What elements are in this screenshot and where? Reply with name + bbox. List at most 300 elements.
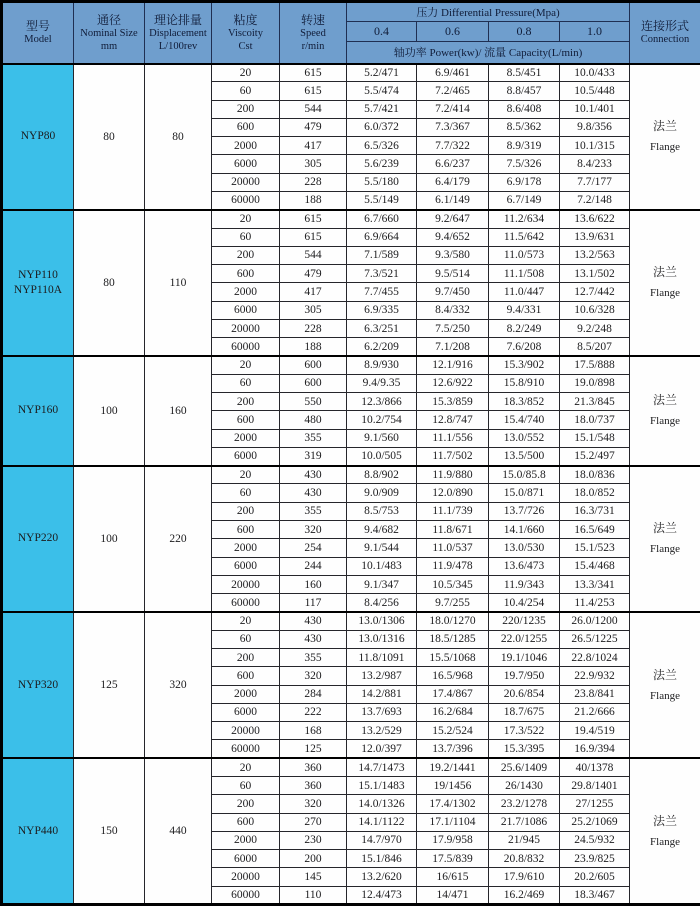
power-capacity-cell: 18.0/737 xyxy=(560,411,630,429)
speed-cell: 355 xyxy=(280,649,347,667)
speed-cell: 228 xyxy=(280,173,347,191)
header-connection xyxy=(630,2,700,64)
power-capacity-cell: 9.5/514 xyxy=(417,265,489,283)
power-capacity-cell: 10.5/448 xyxy=(560,82,630,100)
table-row xyxy=(2,466,700,484)
table-row xyxy=(2,210,700,228)
power-capacity-cell: 13.2/529 xyxy=(347,722,417,740)
speed-cell: 305 xyxy=(280,155,347,173)
speed-cell: 600 xyxy=(280,374,347,392)
viscosity-cell: 60000 xyxy=(212,338,280,356)
speed-cell: 145 xyxy=(280,868,347,886)
power-capacity-cell: 13.2/987 xyxy=(347,667,417,685)
power-capacity-cell: 12.4/473 xyxy=(347,886,417,904)
power-capacity-cell: 15.5/1068 xyxy=(417,649,489,667)
power-capacity-cell: 11.4/253 xyxy=(560,594,630,612)
connection-cell xyxy=(630,356,700,466)
speed-cell: 228 xyxy=(280,319,347,337)
power-capacity-cell: 13.2/620 xyxy=(347,868,417,886)
power-capacity-cell: 8.8/457 xyxy=(489,82,560,100)
viscosity-cell: 60 xyxy=(212,484,280,502)
power-capacity-cell: 27/1255 xyxy=(560,795,630,813)
viscosity-cell: 20 xyxy=(212,466,280,484)
power-capacity-cell: 8.9/930 xyxy=(347,356,417,374)
power-capacity-cell: 16.2/684 xyxy=(417,703,489,721)
power-capacity-cell: 18.0/852 xyxy=(560,484,630,502)
model-cell xyxy=(2,64,74,210)
power-capacity-cell: 6.5/326 xyxy=(347,137,417,155)
power-capacity-cell: 15.4/468 xyxy=(560,557,630,575)
speed-cell: 615 xyxy=(280,82,347,100)
viscosity-cell: 200 xyxy=(212,649,280,667)
power-capacity-cell: 6.4/179 xyxy=(417,173,489,191)
power-capacity-cell: 11.9/343 xyxy=(489,575,560,593)
header-pressure-0.4: 0.4 xyxy=(347,22,417,42)
power-capacity-cell: 21/945 xyxy=(489,831,560,849)
table-header xyxy=(2,2,700,64)
power-capacity-cell: 5.2/471 xyxy=(347,64,417,82)
header-connection-zh: 连接形式 xyxy=(640,19,689,34)
viscosity-cell: 60000 xyxy=(212,191,280,209)
speed-cell: 320 xyxy=(280,795,347,813)
power-capacity-cell: 20.2/605 xyxy=(560,868,630,886)
speed-cell: 320 xyxy=(280,667,347,685)
nominal-size-cell: 100 xyxy=(74,466,145,612)
model-cell xyxy=(2,210,74,356)
model-label: NYP440 xyxy=(17,824,59,837)
power-capacity-cell: 9.3/580 xyxy=(417,246,489,264)
power-capacity-cell: 14.7/970 xyxy=(347,831,417,849)
power-capacity-cell: 9.8/356 xyxy=(560,118,630,136)
power-capacity-cell: 11.2/634 xyxy=(489,210,560,228)
power-capacity-cell: 13.9/631 xyxy=(560,228,630,246)
speed-cell: 355 xyxy=(280,502,347,520)
power-capacity-cell: 16.5/649 xyxy=(560,521,630,539)
viscosity-cell: 60000 xyxy=(212,886,280,904)
power-capacity-cell: 13.7/693 xyxy=(347,703,417,721)
header-nominal-size-en: Nominal Size xyxy=(80,27,138,39)
power-capacity-cell: 9.0/909 xyxy=(347,484,417,502)
power-capacity-cell: 14.1/1122 xyxy=(347,813,417,831)
header-nominal-size xyxy=(74,2,145,64)
power-capacity-cell: 10.4/254 xyxy=(489,594,560,612)
power-capacity-cell: 10.1/315 xyxy=(560,137,630,155)
power-capacity-cell: 7.6/208 xyxy=(489,338,560,356)
table-row xyxy=(2,356,700,374)
power-capacity-cell: 11.7/502 xyxy=(417,447,489,465)
connection-en: Flange xyxy=(650,543,680,556)
speed-cell: 360 xyxy=(280,776,347,794)
power-capacity-cell: 21.2/666 xyxy=(560,703,630,721)
viscosity-cell: 60 xyxy=(212,630,280,648)
power-capacity-cell: 16.5/968 xyxy=(417,667,489,685)
viscosity-cell: 6000 xyxy=(212,703,280,721)
power-capacity-cell: 15.3/395 xyxy=(489,740,560,758)
power-capacity-cell: 9.1/560 xyxy=(347,429,417,447)
speed-cell: 244 xyxy=(280,557,347,575)
power-capacity-cell: 17.4/867 xyxy=(417,685,489,703)
connection-cell xyxy=(630,64,700,210)
power-capacity-cell: 7.1/589 xyxy=(347,246,417,264)
viscosity-cell: 600 xyxy=(212,411,280,429)
viscosity-cell: 20000 xyxy=(212,575,280,593)
power-capacity-cell: 7.7/177 xyxy=(560,173,630,191)
power-capacity-cell: 14.7/1473 xyxy=(347,758,417,776)
power-capacity-cell: 14.0/1326 xyxy=(347,795,417,813)
speed-cell: 550 xyxy=(280,393,347,411)
power-capacity-cell: 14/471 xyxy=(417,886,489,904)
header-displacement-zh: 理论排量 xyxy=(153,12,202,27)
table-row xyxy=(2,64,700,82)
speed-cell: 600 xyxy=(280,356,347,374)
power-capacity-cell: 19.0/898 xyxy=(560,374,630,392)
power-capacity-cell: 16.2/469 xyxy=(489,886,560,904)
connection-cell xyxy=(630,758,700,904)
power-capacity-cell: 6.9/335 xyxy=(347,301,417,319)
power-capacity-cell: 13.0/552 xyxy=(489,429,560,447)
viscosity-cell: 200 xyxy=(212,795,280,813)
power-capacity-cell: 6.9/178 xyxy=(489,173,560,191)
viscosity-cell: 600 xyxy=(212,667,280,685)
power-capacity-cell: 5.6/239 xyxy=(347,155,417,173)
power-capacity-cell: 18.3/467 xyxy=(560,886,630,904)
power-capacity-cell: 9.4/682 xyxy=(347,521,417,539)
model-label: NYP320 xyxy=(17,678,59,691)
power-capacity-cell: 5.5/474 xyxy=(347,82,417,100)
displacement-cell: 110 xyxy=(145,210,212,356)
header-viscosity-unit: Cst xyxy=(238,40,253,52)
header-speed-unit: r/min xyxy=(301,40,325,52)
power-capacity-cell: 26.5/1225 xyxy=(560,630,630,648)
speed-cell: 430 xyxy=(280,630,347,648)
header-viscosity xyxy=(212,2,280,64)
speed-cell: 430 xyxy=(280,466,347,484)
power-capacity-cell: 22.0/1255 xyxy=(489,630,560,648)
power-capacity-cell: 19/1456 xyxy=(417,776,489,794)
header-nominal-size-unit: mm xyxy=(100,40,118,52)
viscosity-cell: 2000 xyxy=(212,685,280,703)
viscosity-cell: 2000 xyxy=(212,831,280,849)
speed-cell: 355 xyxy=(280,429,347,447)
speed-cell: 544 xyxy=(280,100,347,118)
power-capacity-cell: 17.4/1302 xyxy=(417,795,489,813)
nominal-size-cell: 150 xyxy=(74,758,145,904)
speed-cell: 320 xyxy=(280,521,347,539)
power-capacity-cell: 7.2/465 xyxy=(417,82,489,100)
power-capacity-cell: 13.7/726 xyxy=(489,502,560,520)
power-capacity-cell: 18.5/1285 xyxy=(417,630,489,648)
power-capacity-cell: 13.2/563 xyxy=(560,246,630,264)
speed-cell: 168 xyxy=(280,722,347,740)
power-capacity-cell: 11.0/573 xyxy=(489,246,560,264)
connection-zh: 法兰 xyxy=(652,119,677,134)
power-capacity-cell: 18.7/675 xyxy=(489,703,560,721)
power-capacity-cell: 5.5/149 xyxy=(347,191,417,209)
speed-cell: 615 xyxy=(280,210,347,228)
power-capacity-cell: 12.7/442 xyxy=(560,283,630,301)
viscosity-cell: 20 xyxy=(212,758,280,776)
power-capacity-cell: 19.4/519 xyxy=(560,722,630,740)
power-capacity-cell: 11.1/508 xyxy=(489,265,560,283)
viscosity-cell: 20000 xyxy=(212,173,280,191)
power-capacity-cell: 16.9/394 xyxy=(560,740,630,758)
header-row-1 xyxy=(2,2,700,22)
viscosity-cell: 600 xyxy=(212,813,280,831)
speed-cell: 305 xyxy=(280,301,347,319)
power-capacity-cell: 15.3/859 xyxy=(417,393,489,411)
power-capacity-cell: 16/615 xyxy=(417,868,489,886)
power-capacity-cell: 15.2/524 xyxy=(417,722,489,740)
power-capacity-cell: 13.5/500 xyxy=(489,447,560,465)
power-capacity-cell: 15.1/523 xyxy=(560,539,630,557)
power-capacity-cell: 11.9/478 xyxy=(417,557,489,575)
power-capacity-cell: 40/1378 xyxy=(560,758,630,776)
model-label: NYP110A xyxy=(13,283,63,296)
table-body xyxy=(2,64,700,905)
nominal-size-cell: 100 xyxy=(74,356,145,466)
power-capacity-cell: 15.1/1483 xyxy=(347,776,417,794)
power-capacity-cell: 14.2/881 xyxy=(347,685,417,703)
power-capacity-cell: 13.0/530 xyxy=(489,539,560,557)
power-capacity-cell: 11.9/880 xyxy=(417,466,489,484)
power-capacity-cell: 12.6/922 xyxy=(417,374,489,392)
speed-cell: 200 xyxy=(280,850,347,868)
power-capacity-cell: 6.7/660 xyxy=(347,210,417,228)
power-capacity-cell: 5.7/421 xyxy=(347,100,417,118)
power-capacity-cell: 8.5/362 xyxy=(489,118,560,136)
speed-cell: 270 xyxy=(280,813,347,831)
power-capacity-cell: 15.4/740 xyxy=(489,411,560,429)
power-capacity-cell: 11.8/1091 xyxy=(347,649,417,667)
power-capacity-cell: 9.2/248 xyxy=(560,319,630,337)
power-capacity-cell: 11.0/447 xyxy=(489,283,560,301)
speed-cell: 430 xyxy=(280,612,347,630)
speed-cell: 254 xyxy=(280,539,347,557)
speed-cell: 284 xyxy=(280,685,347,703)
nominal-size-cell: 80 xyxy=(74,210,145,356)
power-capacity-cell: 18.0/836 xyxy=(560,466,630,484)
power-capacity-cell: 9.4/652 xyxy=(417,228,489,246)
displacement-cell: 440 xyxy=(145,758,212,904)
power-capacity-cell: 11.1/556 xyxy=(417,429,489,447)
power-capacity-cell: 6.7/149 xyxy=(489,191,560,209)
displacement-cell: 320 xyxy=(145,612,212,758)
model-cell xyxy=(2,612,74,758)
connection-en: Flange xyxy=(650,415,680,428)
nominal-size-cell: 80 xyxy=(74,64,145,210)
connection-en: Flange xyxy=(650,287,680,300)
viscosity-cell: 200 xyxy=(212,100,280,118)
power-capacity-cell: 12.0/397 xyxy=(347,740,417,758)
viscosity-cell: 600 xyxy=(212,118,280,136)
model-label: NYP220 xyxy=(17,532,59,545)
speed-cell: 417 xyxy=(280,283,347,301)
power-capacity-cell: 13.6/622 xyxy=(560,210,630,228)
viscosity-cell: 600 xyxy=(212,521,280,539)
model-label: NYP160 xyxy=(17,404,59,417)
power-capacity-cell: 26.0/1200 xyxy=(560,612,630,630)
power-capacity-cell: 17.1/1104 xyxy=(417,813,489,831)
power-capacity-cell: 25.6/1409 xyxy=(489,758,560,776)
displacement-cell: 160 xyxy=(145,356,212,466)
power-capacity-cell: 24.5/932 xyxy=(560,831,630,849)
power-capacity-cell: 23.8/841 xyxy=(560,685,630,703)
power-capacity-cell: 8.2/249 xyxy=(489,319,560,337)
viscosity-cell: 2000 xyxy=(212,137,280,155)
power-capacity-cell: 12.3/866 xyxy=(347,393,417,411)
power-capacity-cell: 19.2/1441 xyxy=(417,758,489,776)
power-capacity-cell: 9.1/347 xyxy=(347,575,417,593)
power-capacity-cell: 15.0/871 xyxy=(489,484,560,502)
power-capacity-cell: 7.5/326 xyxy=(489,155,560,173)
viscosity-cell: 6000 xyxy=(212,850,280,868)
connection-zh: 法兰 xyxy=(652,393,677,408)
power-capacity-cell: 22.8/1024 xyxy=(560,649,630,667)
header-displacement-unit: L/100rev xyxy=(158,40,198,52)
speed-cell: 430 xyxy=(280,484,347,502)
power-capacity-cell: 29.8/1401 xyxy=(560,776,630,794)
power-capacity-cell: 8.4/256 xyxy=(347,594,417,612)
power-capacity-cell: 6.6/237 xyxy=(417,155,489,173)
power-capacity-cell: 18.0/1270 xyxy=(417,612,489,630)
header-pressure-1.0: 1.0 xyxy=(560,22,630,42)
speed-cell: 480 xyxy=(280,411,347,429)
viscosity-cell: 6000 xyxy=(212,155,280,173)
power-capacity-cell: 7.3/367 xyxy=(417,118,489,136)
power-capacity-cell: 11.1/739 xyxy=(417,502,489,520)
power-capacity-cell: 15.0/85.8 xyxy=(489,466,560,484)
power-capacity-cell: 8.5/207 xyxy=(560,338,630,356)
header-displacement-en: Displacement xyxy=(149,27,207,39)
power-capacity-cell: 20.6/854 xyxy=(489,685,560,703)
viscosity-cell: 200 xyxy=(212,246,280,264)
viscosity-cell: 2000 xyxy=(212,283,280,301)
power-capacity-cell: 12.8/747 xyxy=(417,411,489,429)
power-capacity-cell: 9.4/331 xyxy=(489,301,560,319)
power-capacity-cell: 15.2/497 xyxy=(560,447,630,465)
viscosity-cell: 20 xyxy=(212,356,280,374)
connection-zh: 法兰 xyxy=(652,667,677,682)
displacement-cell: 80 xyxy=(145,64,212,210)
header-nominal-size-zh: 通径 xyxy=(96,12,121,27)
power-capacity-cell: 12.1/916 xyxy=(417,356,489,374)
viscosity-cell: 6000 xyxy=(212,447,280,465)
power-capacity-cell: 9.7/255 xyxy=(417,594,489,612)
viscosity-cell: 20000 xyxy=(212,868,280,886)
header-model-zh: 型号 xyxy=(25,19,50,34)
viscosity-cell: 20 xyxy=(212,210,280,228)
speed-cell: 110 xyxy=(280,886,347,904)
connection-cell xyxy=(630,210,700,356)
power-capacity-cell: 15.1/846 xyxy=(347,850,417,868)
power-capacity-cell: 9.4/9.35 xyxy=(347,374,417,392)
header-model-en: Model xyxy=(24,34,52,46)
power-capacity-cell: 10.0/433 xyxy=(560,64,630,82)
power-capacity-cell: 8.5/451 xyxy=(489,64,560,82)
header-power-capacity: 轴功率 Power(kw)/ 流量 Capacity(L/min) xyxy=(347,42,630,64)
speed-cell: 544 xyxy=(280,246,347,264)
connection-zh: 法兰 xyxy=(652,813,677,828)
model-label: NYP110 xyxy=(18,268,58,281)
power-capacity-cell: 17.5/839 xyxy=(417,850,489,868)
power-capacity-cell: 10.6/328 xyxy=(560,301,630,319)
power-capacity-cell: 13.0/1316 xyxy=(347,630,417,648)
power-capacity-cell: 12.0/890 xyxy=(417,484,489,502)
header-speed-en: Speed xyxy=(300,27,326,39)
power-capacity-cell: 13.0/1306 xyxy=(347,612,417,630)
header-pressure-0.8: 0.8 xyxy=(489,22,560,42)
header-pressure-title: 压力 Differential Pressure(Mpa) xyxy=(347,2,630,22)
speed-cell: 319 xyxy=(280,447,347,465)
power-capacity-cell: 10.1/401 xyxy=(560,100,630,118)
speed-cell: 230 xyxy=(280,831,347,849)
power-capacity-cell: 17.9/610 xyxy=(489,868,560,886)
viscosity-cell: 60000 xyxy=(212,594,280,612)
speed-cell: 615 xyxy=(280,228,347,246)
power-capacity-cell: 7.3/521 xyxy=(347,265,417,283)
speed-cell: 615 xyxy=(280,64,347,82)
model-cell xyxy=(2,356,74,466)
power-capacity-cell: 9.7/450 xyxy=(417,283,489,301)
power-capacity-cell: 15.1/548 xyxy=(560,429,630,447)
nominal-size-cell: 125 xyxy=(74,612,145,758)
power-capacity-cell: 17.9/958 xyxy=(417,831,489,849)
power-capacity-cell: 7.7/455 xyxy=(347,283,417,301)
power-capacity-cell: 14.1/660 xyxy=(489,521,560,539)
power-capacity-cell: 6.9/461 xyxy=(417,64,489,82)
connection-zh: 法兰 xyxy=(652,521,677,536)
power-capacity-cell: 7.1/208 xyxy=(417,338,489,356)
power-capacity-cell: 8.5/753 xyxy=(347,502,417,520)
viscosity-cell: 200 xyxy=(212,393,280,411)
power-capacity-cell: 21.3/845 xyxy=(560,393,630,411)
connection-en: Flange xyxy=(650,835,680,848)
viscosity-cell: 20000 xyxy=(212,319,280,337)
speed-cell: 188 xyxy=(280,191,347,209)
power-capacity-cell: 10.5/345 xyxy=(417,575,489,593)
power-capacity-cell: 6.3/251 xyxy=(347,319,417,337)
power-capacity-cell: 7.2/414 xyxy=(417,100,489,118)
viscosity-cell: 2000 xyxy=(212,429,280,447)
connection-cell xyxy=(630,466,700,612)
connection-cell xyxy=(630,612,700,758)
header-pressure-0.6: 0.6 xyxy=(417,22,489,42)
viscosity-cell: 60 xyxy=(212,776,280,794)
power-capacity-cell: 6.2/209 xyxy=(347,338,417,356)
power-capacity-cell: 21.7/1086 xyxy=(489,813,560,831)
power-capacity-cell: 13.1/502 xyxy=(560,265,630,283)
power-capacity-cell: 15.3/902 xyxy=(489,356,560,374)
power-capacity-cell: 7.5/250 xyxy=(417,319,489,337)
model-cell xyxy=(2,466,74,612)
speed-cell: 417 xyxy=(280,137,347,155)
speed-cell: 160 xyxy=(280,575,347,593)
power-capacity-cell: 19.7/950 xyxy=(489,667,560,685)
speed-cell: 117 xyxy=(280,594,347,612)
power-capacity-cell: 23.9/825 xyxy=(560,850,630,868)
header-connection-en: Connection xyxy=(640,34,690,46)
viscosity-cell: 20 xyxy=(212,64,280,82)
power-capacity-cell: 5.5/180 xyxy=(347,173,417,191)
power-capacity-cell: 16.3/731 xyxy=(560,502,630,520)
power-capacity-cell: 25.2/1069 xyxy=(560,813,630,831)
header-viscosity-zh: 粘度 xyxy=(233,12,258,27)
speed-cell: 360 xyxy=(280,758,347,776)
power-capacity-cell: 9.2/647 xyxy=(417,210,489,228)
viscosity-cell: 20000 xyxy=(212,722,280,740)
header-speed-zh: 转速 xyxy=(300,12,325,27)
power-capacity-cell: 6.1/149 xyxy=(417,191,489,209)
